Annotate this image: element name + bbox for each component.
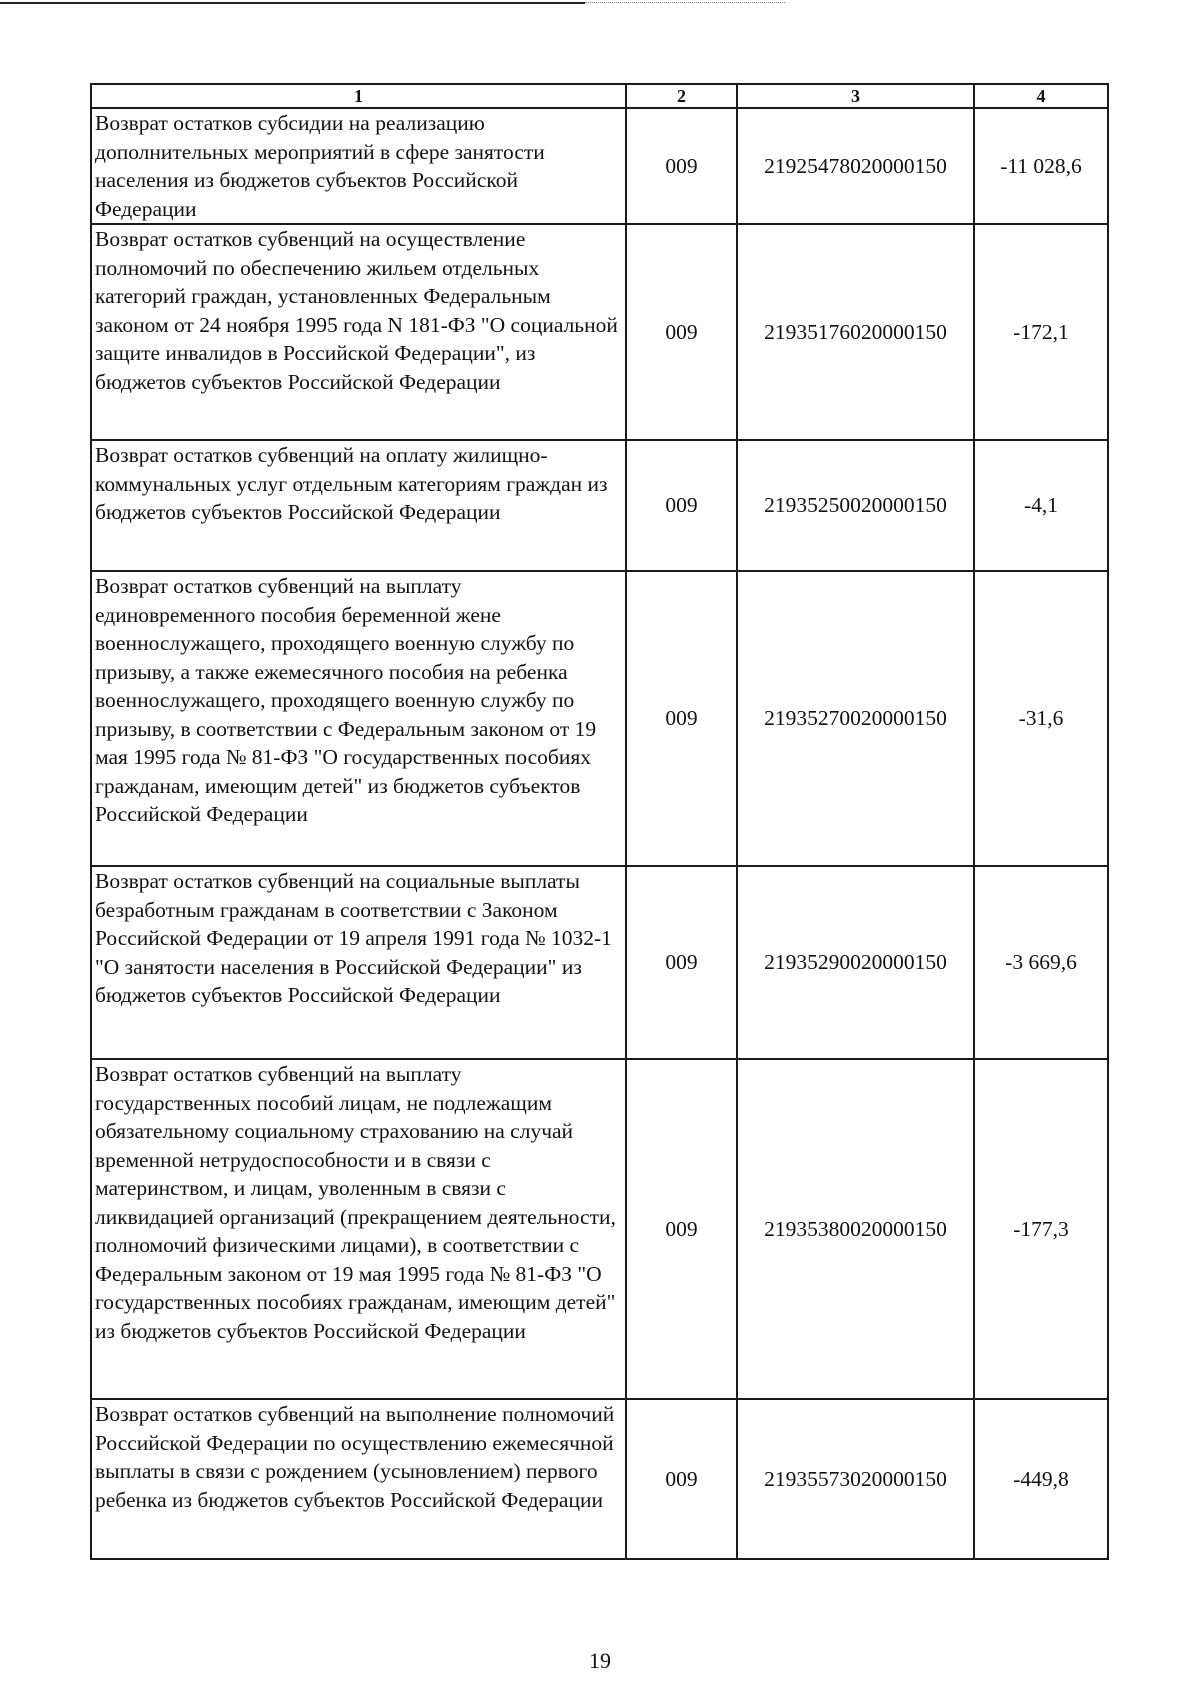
scan-edge-line [0, 2, 585, 4]
scan-edge-line-dotted [585, 2, 785, 3]
row-amount: -11 028,6 [974, 108, 1108, 224]
row-budget-code: 21935380020000150 [737, 1059, 974, 1399]
row-amount: -4,1 [974, 440, 1108, 571]
row-name: Возврат остатков субсидии на реализацию дополнительных мероприятий в сфере занятости населения из бюджетов субъектов Российской Федерации [91, 108, 626, 224]
row-amount: -31,6 [974, 571, 1108, 866]
row-admin-code: 009 [626, 1059, 737, 1399]
table-row [91, 866, 1108, 1059]
table-row [91, 440, 1108, 571]
row-name: Возврат остатков субвенций на социальные выплаты безработным гражданам в соответствии с Законом Российской Федерации от 19 апреля 1991 года № 1032-1 "О занятости населения в Российской Федерации" из бюджетов субъектов Российской Федерации [91, 866, 626, 1059]
table-row [91, 224, 1108, 440]
row-admin-code: 009 [626, 571, 737, 866]
row-budget-code: 21935176020000150 [737, 224, 974, 440]
table-row [91, 1399, 1108, 1559]
page-number: 19 [589, 1648, 611, 1673]
row-amount: -177,3 [974, 1059, 1108, 1399]
column-header-3: 3 [737, 84, 974, 108]
row-budget-code: 21935290020000150 [737, 866, 974, 1059]
table-row [91, 1059, 1108, 1399]
row-admin-code: 009 [626, 108, 737, 224]
row-budget-code: 21925478020000150 [737, 108, 974, 224]
row-amount: -3 669,6 [974, 866, 1108, 1059]
row-budget-code: 21935270020000150 [737, 571, 974, 866]
row-budget-code: 21935573020000150 [737, 1399, 974, 1559]
row-admin-code: 009 [626, 440, 737, 571]
budget-return-table [90, 83, 1109, 1560]
table-row [91, 571, 1108, 866]
table-header-row [91, 84, 1108, 108]
row-budget-code: 21935250020000150 [737, 440, 974, 571]
row-name: Возврат остатков субвенций на выплату единовременного пособия беременной жене военнослужащего, проходящего военную службу по призыву, а также ежемесячного пособия на ребенка военнослужащего, проходящего военную службу по призыву, в соответствии с Федеральным законом от 19 мая 1995 года № 81-ФЗ "О государственных пособиях гражданам, имеющим детей" из бюджетов субъектов Российской Федерации [91, 571, 626, 866]
row-admin-code: 009 [626, 224, 737, 440]
row-admin-code: 009 [626, 1399, 737, 1559]
column-header-4: 4 [974, 84, 1108, 108]
row-name: Возврат остатков субвенций на выплату государственных пособий лицам, не подлежащим обязательному социальному страхованию на случай временной нетрудоспособности и в связи с материнством, и лицам, уволенным в связи с ликвидацией организаций (прекращением деятельности, полномочий физическими лицами), в соответствии с Федеральным законом от 19 мая 1995 года № 81-ФЗ "О государственных пособиях гражданам, имеющим детей" из бюджетов субъектов Российской Федерации [91, 1059, 626, 1399]
row-amount: -449,8 [974, 1399, 1108, 1559]
column-header-2: 2 [626, 84, 737, 108]
row-admin-code: 009 [626, 866, 737, 1059]
row-name: Возврат остатков субвенций на выполнение полномочий Российской Федерации по осуществлению ежемесячной выплаты в связи с рождением (усыновлением) первого ребенка из бюджетов субъектов Российской Федерации [91, 1399, 626, 1559]
row-name: Возврат остатков субвенций на осуществление полномочий по обеспечению жильем отдельных категорий граждан, установленных Федеральным законом от 24 ноября 1995 года N 181-ФЗ "О социальной защите инвалидов в Российской Федерации", из бюджетов субъектов Российской Федерации [91, 224, 626, 440]
row-amount: -172,1 [974, 224, 1108, 440]
table-row [91, 108, 1108, 224]
row-name: Возврат остатков субвенций на оплату жилищно-коммунальных услуг отдельным категориям граждан из бюджетов субъектов Российской Федерации [91, 440, 626, 571]
column-header-1: 1 [91, 84, 626, 108]
